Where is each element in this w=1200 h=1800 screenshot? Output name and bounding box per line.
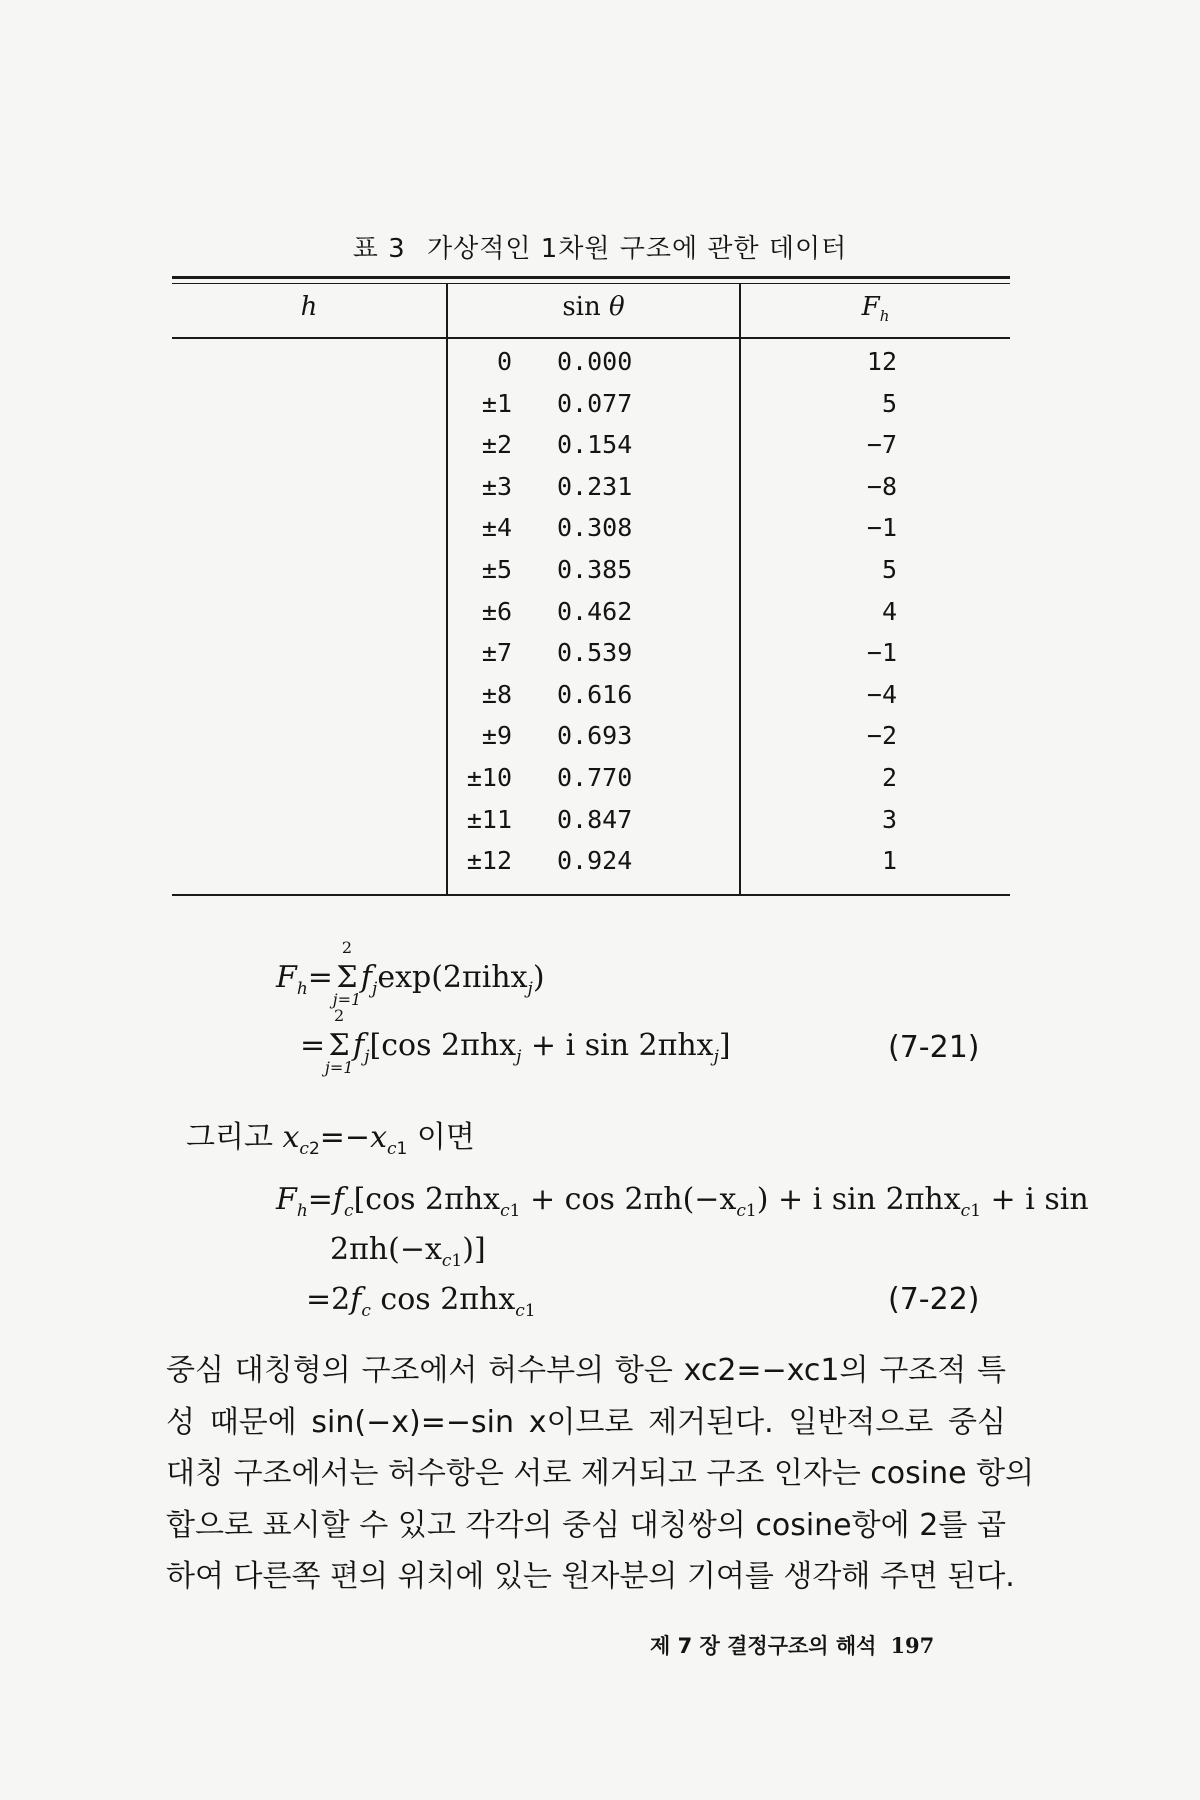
- cell-h: ±9: [481, 721, 512, 751]
- table-caption: [0, 228, 1200, 265]
- eq22-line1d: + i sin: [981, 1182, 1089, 1217]
- table-row: [172, 347, 1010, 389]
- cell-fh: −7: [866, 430, 897, 460]
- condition-line: 그리고 $x_{c2}=-x_{c1}$ 이면: [186, 1120, 475, 1159]
- table-header-rule: [172, 337, 1010, 339]
- header-sin: sin: [562, 292, 609, 322]
- table-row: [172, 680, 1010, 722]
- table-row: [172, 846, 1010, 888]
- eq21-line2b-text: + i sin 2πhx: [521, 1028, 714, 1063]
- eq22-line1a: [cos 2πhx: [353, 1182, 501, 1217]
- equation-number-7-22: (7-22): [888, 1282, 980, 1317]
- cell-sin-theta: 0.693: [557, 721, 633, 751]
- chapter-title: 제 7 장 결정구조의 해석: [650, 1634, 877, 1658]
- equation-7-21-line2: = Σ 2 j=1 $f_j[\cos$ 2πhx$_j$ + i sin 2πhx$_j$]: [300, 1006, 731, 1077]
- paragraph-line: 하여 다른쪽 편의 위치에 있는 원자분의 기여를 생각해 주면 된다.: [166, 1559, 1015, 1594]
- table-row: [172, 430, 1010, 472]
- header-fh: [741, 292, 1010, 325]
- cell-sin-theta: 0.616: [557, 679, 633, 709]
- cell-h: ±11: [466, 804, 512, 834]
- eq21-line1-text: exp(2πihx: [377, 960, 528, 995]
- cell-fh: −4: [866, 679, 897, 709]
- header-theta: θ: [609, 292, 625, 322]
- cell-h: ±1: [481, 388, 512, 418]
- page-number: 197: [890, 1633, 935, 1658]
- table-top-rule-thin: [172, 283, 1010, 284]
- cell-sin-theta: 0.000: [557, 347, 633, 376]
- page-footer: [650, 1630, 934, 1660]
- cell-fh: 12: [866, 347, 897, 376]
- cell-h: ±4: [481, 513, 512, 543]
- table-row: [172, 513, 1010, 555]
- cell-sin-theta: 0.154: [557, 430, 633, 460]
- table-row: [172, 389, 1010, 431]
- eq21-line2-text: [cos 2πhx: [369, 1028, 517, 1063]
- cell-sin-theta: 0.308: [557, 513, 633, 543]
- cell-fh: 5: [881, 554, 897, 584]
- cell-sin-theta: 0.539: [557, 638, 633, 668]
- cell-sin-theta: 0.462: [557, 596, 633, 626]
- condition-suffix: 이면: [416, 1120, 475, 1155]
- paragraph-line: 대칭 구조에서는 허수항은 서로 제거되고 구조 인자는 cosine 항의: [166, 1456, 1035, 1491]
- eq22-line2: 2πh(−x: [330, 1232, 442, 1267]
- table-row: [172, 638, 1010, 680]
- equation-7-22-line1: $F_h=f_c[\cos$ $2\pi hx_{c1} + \cos 2\pi h(-x_{c1}) + i$ sin 2πhx$_{c1}$ + i sin: [276, 1182, 1089, 1221]
- header-h: h: [300, 292, 318, 322]
- cell-h: ±8: [481, 679, 512, 709]
- equation-7-22-line3: $=2f_c$ cos 2πhx$_{c1}$: [306, 1282, 536, 1321]
- cell-sin-theta: 0.077: [557, 388, 633, 418]
- table-body: [172, 347, 1010, 888]
- header-f: F: [861, 292, 880, 322]
- cell-fh: −2: [866, 721, 897, 751]
- table-number: 표 3: [352, 234, 406, 264]
- cell-h: ±12: [466, 846, 512, 876]
- table-top-rule: [172, 276, 1010, 279]
- body-paragraph: [166, 1345, 1035, 1603]
- table-row: [172, 805, 1010, 847]
- cell-fh: 5: [881, 388, 897, 418]
- cell-fh: 1: [881, 846, 897, 876]
- cell-h: ±5: [481, 554, 512, 584]
- table-row: [172, 555, 1010, 597]
- cell-sin-theta: 0.231: [557, 471, 633, 501]
- cell-sin-theta: 0.847: [557, 804, 633, 834]
- table-bottom-rule: [172, 894, 1010, 896]
- paragraph-line: 합으로 표시할 수 있고 각각의 중심 대칭쌍의 cosine항에 2를 곱: [166, 1507, 1006, 1543]
- eq22-line1c: ) + i sin 2πhx: [756, 1182, 961, 1217]
- condition-prefix: 그리고: [186, 1120, 273, 1155]
- header-f-sub: h: [879, 307, 890, 326]
- cell-h: 0: [496, 347, 512, 376]
- table-row: [172, 597, 1010, 639]
- cell-sin-theta: 0.385: [557, 554, 633, 584]
- paragraph-line: 성 때문에 sin(−x)=−sin x이므로 제거된다. 일반적으로 중심: [166, 1404, 1006, 1440]
- paragraph-line: 중심 대칭형의 구조에서 허수부의 항은 xc2=−xc1의 구조적 특: [166, 1353, 1006, 1388]
- eq22-line1b: + cos 2πh(−x: [520, 1182, 737, 1217]
- cell-fh: 2: [881, 762, 897, 792]
- header-sin-theta: [448, 292, 739, 322]
- cell-sin-theta: 0.770: [557, 762, 633, 792]
- cell-h: ±10: [466, 762, 512, 792]
- equation-7-22-line2: $2\pi h(-x_{c1})$]: [330, 1232, 486, 1271]
- cell-fh: −1: [866, 638, 897, 668]
- cell-h: ±3: [481, 471, 512, 501]
- table-row: [172, 763, 1010, 805]
- cell-fh: 4: [881, 596, 897, 626]
- eq22-line3: cos 2πhx: [380, 1282, 516, 1317]
- cell-h: ±7: [481, 638, 512, 668]
- table-row: [172, 721, 1010, 763]
- cell-h: ±2: [481, 430, 512, 460]
- cell-sin-theta: 0.924: [557, 846, 633, 876]
- equation-number-7-21: (7-21): [888, 1030, 980, 1065]
- table-title: 가상적인 1차원 구조에 관한 데이터: [426, 234, 848, 264]
- cell-fh: −1: [866, 513, 897, 543]
- cell-h: ±6: [481, 596, 512, 626]
- equation-7-21-line1: $F_h= \Sigma$ 2 j=1 $f_j\exp(2\pi ihx_j)$: [276, 938, 545, 1009]
- cell-fh: 3: [881, 804, 897, 834]
- cell-fh: −8: [866, 471, 897, 501]
- table-row: [172, 472, 1010, 514]
